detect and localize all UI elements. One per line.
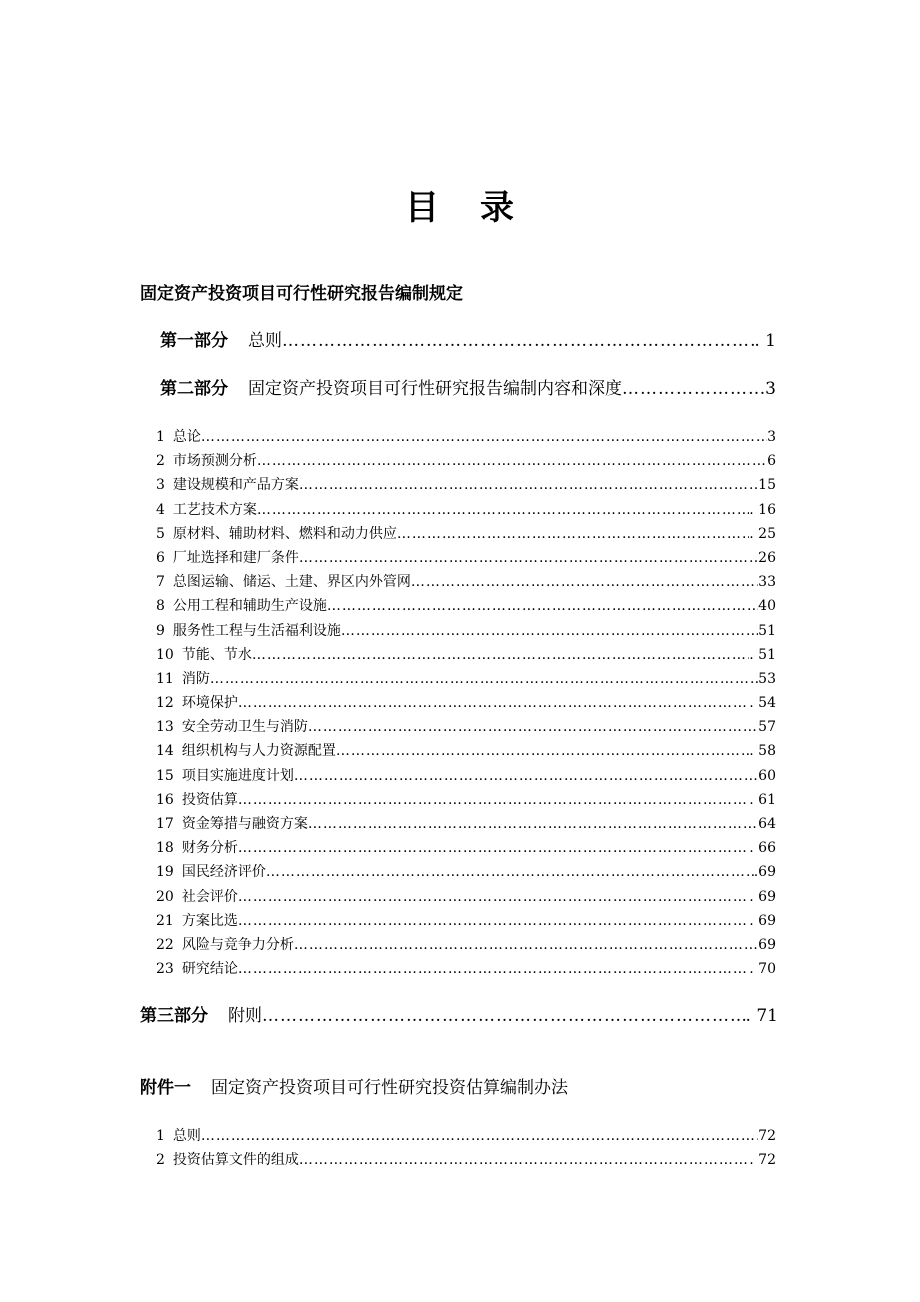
toc-leader-dots bbox=[238, 836, 749, 860]
toc-page-number: . 51 bbox=[749, 646, 776, 663]
toc-item[interactable] bbox=[156, 1124, 776, 1148]
toc-item-title: 资金筹措与融资方案 bbox=[181, 816, 308, 832]
toc-leader-dots bbox=[257, 498, 749, 522]
toc-item-number: 1 bbox=[156, 1128, 165, 1144]
toc-item-number: 6 bbox=[156, 549, 165, 566]
toc-item-number: 20 bbox=[156, 888, 174, 905]
toc-item-number: 14 bbox=[156, 743, 174, 760]
toc-item[interactable] bbox=[156, 691, 776, 715]
annex1-item-list bbox=[156, 1124, 776, 1172]
toc-item[interactable] bbox=[156, 1148, 776, 1172]
toc-part-title: 总则 bbox=[248, 331, 282, 351]
toc-item-title: 总图运输、储运、土建、界区内外管网 bbox=[172, 574, 411, 591]
toc-item-title: 国民经济评价 bbox=[181, 864, 266, 881]
toc-leader-dots bbox=[238, 691, 749, 715]
toc-item[interactable] bbox=[156, 594, 776, 618]
toc-leader-dots bbox=[294, 933, 758, 957]
toc-item-number: 15 bbox=[156, 767, 174, 784]
toc-item-number: 4 bbox=[156, 501, 165, 518]
toc-item[interactable] bbox=[156, 715, 776, 739]
toc-item-number: 8 bbox=[156, 598, 165, 615]
toc-item-number: 11 bbox=[156, 670, 174, 687]
toc-leader-dots bbox=[308, 812, 758, 836]
toc-item[interactable] bbox=[156, 498, 776, 522]
toc-item-title: 公用工程和辅助生产设施 bbox=[172, 598, 327, 615]
part2-item-list bbox=[156, 425, 776, 981]
toc-leader-dots bbox=[238, 957, 749, 981]
toc-item-title: 项目实施进度计划 bbox=[181, 767, 294, 784]
toc-page-number: . 54 bbox=[749, 695, 776, 712]
toc-item-title: 方案比选 bbox=[181, 912, 238, 929]
toc-item-number: 17 bbox=[156, 816, 174, 832]
toc-item[interactable] bbox=[156, 619, 776, 643]
toc-item-title: 总则 bbox=[172, 1128, 201, 1144]
toc-page-number: 6 bbox=[767, 453, 776, 470]
toc-item[interactable] bbox=[156, 739, 776, 763]
toc-item-title: 总论 bbox=[172, 429, 201, 445]
toc-page-number: .69 bbox=[753, 864, 776, 881]
toc-item-title: 建设规模和产品方案 bbox=[172, 477, 299, 494]
toc-item[interactable] bbox=[156, 933, 776, 957]
page-title bbox=[0, 186, 920, 230]
toc-part-title: 附则 bbox=[228, 1006, 262, 1026]
toc-item[interactable] bbox=[156, 812, 776, 836]
toc-leader-dots bbox=[294, 764, 758, 788]
toc-item[interactable] bbox=[156, 836, 776, 860]
toc-item-title: 市场预测分析 bbox=[172, 453, 257, 470]
toc-leader-dots bbox=[336, 739, 749, 763]
toc-page-number: . 71 bbox=[745, 1006, 778, 1026]
toc-part-label: 第三部分 bbox=[140, 1006, 208, 1026]
toc-page-number: . 58 bbox=[749, 743, 776, 760]
toc-leader-dots bbox=[238, 885, 749, 909]
toc-item[interactable] bbox=[156, 788, 776, 812]
toc-item[interactable] bbox=[156, 860, 776, 884]
toc-item[interactable] bbox=[156, 957, 776, 981]
toc-item-title: 财务分析 bbox=[181, 840, 238, 857]
toc-page-number: 57 bbox=[758, 719, 776, 736]
toc-page-number: . 72 bbox=[749, 1152, 776, 1169]
toc-item-title: 消防 bbox=[181, 670, 210, 687]
toc-page-number: 72 bbox=[758, 1128, 776, 1144]
toc-item-number: 13 bbox=[156, 719, 174, 736]
toc-part-2[interactable] bbox=[160, 377, 776, 401]
toc-page-number: 40 bbox=[758, 598, 776, 615]
toc-item-title: 原材料、辅助材料、燃料和动力供应 bbox=[172, 525, 397, 542]
toc-item-number: 2 bbox=[156, 1152, 165, 1169]
toc-leader-dots bbox=[411, 570, 758, 594]
toc-item-title: 投资估算文件的组成 bbox=[172, 1152, 299, 1169]
page-title-left: 目 bbox=[404, 188, 440, 228]
toc-item[interactable] bbox=[156, 546, 776, 570]
toc-part-1[interactable] bbox=[160, 329, 776, 353]
doc-heading: 固定资产投资项目可行性研究报告编制规定 bbox=[140, 284, 463, 304]
toc-annex-1[interactable] bbox=[140, 1076, 778, 1100]
toc-item[interactable] bbox=[156, 570, 776, 594]
toc-leader-dots bbox=[282, 329, 754, 353]
toc-item-number: 22 bbox=[156, 936, 174, 953]
toc-item-number: 18 bbox=[156, 840, 174, 857]
toc-item-number: 12 bbox=[156, 695, 174, 712]
toc-item-number: 19 bbox=[156, 864, 174, 881]
toc-page-number: . 1 bbox=[754, 331, 776, 351]
toc-leader-dots bbox=[308, 715, 758, 739]
toc-page-number: 60 bbox=[758, 767, 776, 784]
page-title-right: 录 bbox=[480, 188, 516, 228]
toc-item-title: 组织机构与人力资源配置 bbox=[181, 743, 336, 760]
toc-page-number: . 25 bbox=[749, 525, 776, 542]
toc-leader-dots bbox=[257, 449, 767, 473]
toc-part-label: 第一部分 bbox=[160, 331, 228, 351]
toc-item[interactable] bbox=[156, 449, 776, 473]
toc-leader-dots bbox=[299, 473, 754, 497]
toc-item[interactable] bbox=[156, 667, 776, 691]
toc-item-number: 23 bbox=[156, 961, 174, 978]
toc-page-number: 53 bbox=[758, 670, 776, 687]
toc-item-title: 社会评价 bbox=[181, 888, 238, 905]
toc-page-number: . 70 bbox=[749, 961, 776, 978]
toc-page-number: .3 bbox=[759, 379, 776, 399]
toc-page-number: . 61 bbox=[749, 791, 776, 808]
toc-item-title: 服务性工程与生活福利设施 bbox=[172, 622, 341, 639]
toc-item-title: 厂址选择和建厂条件 bbox=[172, 549, 299, 566]
toc-page-number: .15 bbox=[753, 477, 776, 494]
toc-leader-dots bbox=[327, 594, 758, 618]
toc-leader-dots bbox=[299, 546, 754, 570]
toc-part-3[interactable] bbox=[140, 1004, 778, 1028]
toc-leader-dots bbox=[252, 643, 749, 667]
toc-item-title: 投资估算 bbox=[181, 791, 238, 808]
toc-item-number: 5 bbox=[156, 525, 165, 542]
toc-part-title: 固定资产投资项目可行性研究报告编制内容和深度 bbox=[248, 379, 622, 399]
toc-item[interactable] bbox=[156, 522, 776, 546]
toc-item[interactable] bbox=[156, 425, 776, 449]
toc-item-number: 3 bbox=[156, 477, 165, 494]
toc-leader-dots bbox=[622, 377, 760, 401]
toc-item-title: 环境保护 bbox=[181, 695, 238, 712]
toc-page-number: 3 bbox=[767, 429, 776, 445]
toc-item-title: 研究结论 bbox=[181, 961, 238, 978]
toc-leader-dots bbox=[201, 1124, 758, 1148]
toc-leader-dots bbox=[266, 860, 754, 884]
toc-item-title: 工艺技术方案 bbox=[172, 501, 257, 518]
toc-page-number: .26 bbox=[753, 549, 776, 566]
toc-item-number: 1 bbox=[156, 429, 165, 445]
toc-leader-dots bbox=[299, 1148, 749, 1172]
toc-item-title: 风险与竞争力分析 bbox=[181, 936, 294, 953]
toc-annex-label: 附件一 bbox=[140, 1078, 191, 1098]
toc-page-number: 69 bbox=[758, 936, 776, 953]
toc-item-number: 16 bbox=[156, 791, 174, 808]
toc-annex-title: 固定资产投资项目可行性研究投资估算编制办法 bbox=[211, 1078, 568, 1098]
toc-item[interactable] bbox=[156, 909, 776, 933]
toc-item-number: 9 bbox=[156, 622, 165, 639]
toc-item[interactable] bbox=[156, 764, 776, 788]
toc-item-number: 21 bbox=[156, 912, 174, 929]
toc-item-number: 7 bbox=[156, 574, 165, 591]
toc-item-number: 10 bbox=[156, 646, 174, 663]
toc-page-number: 33 bbox=[758, 574, 776, 591]
toc-page-number: 64 bbox=[758, 816, 776, 832]
toc-leader-dots bbox=[201, 425, 767, 449]
toc-item[interactable] bbox=[156, 473, 776, 497]
toc-page-number: . 69 bbox=[749, 912, 776, 929]
toc-leader-dots bbox=[341, 619, 758, 643]
toc-page-number: . 69 bbox=[749, 888, 776, 905]
toc-item[interactable] bbox=[156, 885, 776, 909]
toc-page-number: . 66 bbox=[749, 840, 776, 857]
toc-leader-dots bbox=[238, 909, 749, 933]
toc-leader-dots bbox=[238, 788, 749, 812]
toc-leader-dots bbox=[397, 522, 749, 546]
toc-item-number: 2 bbox=[156, 453, 165, 470]
toc-item-title: 安全劳动卫生与消防 bbox=[181, 719, 308, 736]
toc-page-number: 51 bbox=[758, 622, 776, 639]
toc-leader-dots bbox=[210, 667, 758, 691]
toc-leader-dots bbox=[262, 1004, 746, 1028]
toc-part-label: 第二部分 bbox=[160, 379, 228, 399]
toc-page-number: . 16 bbox=[749, 501, 776, 518]
toc-item[interactable] bbox=[156, 643, 776, 667]
toc-item-title: 节能、节水 bbox=[181, 646, 252, 663]
